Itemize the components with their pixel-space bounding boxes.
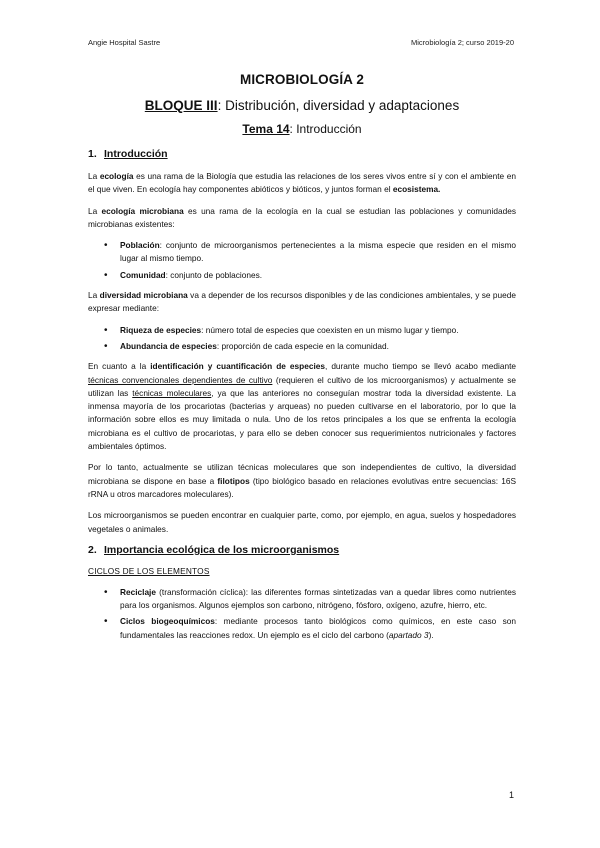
text: es una rama de la ecología en la cual se estudian las poblaciones y comunidades microbianas existentes: xyxy=(88,205,516,229)
text: va a depender de los recursos disponibles y de las condiciones ambientales, y se puede expresar mediante: xyxy=(88,290,516,314)
list-item xyxy=(88,324,516,337)
term-ecologia-microbiana: ecología microbiana xyxy=(101,205,184,216)
list-desc: : proporción de cada especie en la comunidad. xyxy=(216,340,389,351)
list-desc: : número total de especies que coexisten en un mismo lugar y tiempo. xyxy=(201,324,459,335)
bullet-icon: • xyxy=(104,269,108,281)
tema-heading xyxy=(88,122,516,136)
list-desc: : conjunto de poblaciones. xyxy=(165,269,263,280)
list-term: Abundancia de especies xyxy=(120,340,217,351)
page-content xyxy=(88,72,516,649)
block-rest: : Distribución, diversidad y adaptaciones xyxy=(217,98,460,113)
block-label: BLOQUE III xyxy=(144,98,218,113)
paragraph-diversidad xyxy=(88,289,516,316)
list-desc: : conjunto de microorganismos pertenecientes a la misma especie que residen en el mismo lugar al mismo tiempo. xyxy=(120,240,516,264)
section-2-heading xyxy=(88,544,516,556)
list-diversidad xyxy=(88,324,516,354)
text: (requieren el cultivo de los microorganismos) y actualmente se utilizan las xyxy=(88,374,516,398)
list-term: Comunidad xyxy=(120,269,166,280)
text: (tipo biológico basado en relaciones evolutivas entre secuencias: 16S rRNA u otros marcadores moleculares). xyxy=(88,475,516,499)
list-item xyxy=(88,586,516,613)
list-item xyxy=(88,239,516,266)
term-filotipos: filotipos xyxy=(217,475,250,486)
text: La xyxy=(88,205,102,216)
text: La xyxy=(88,290,100,301)
bullet-icon: • xyxy=(104,340,108,352)
text: , ya que las anteriores no conseguían mostrar toda la diversidad existente. La inmensa mayoría de los procariotas (bacterias y arqueas) no pueden cultivarse en el laboratorio, por lo que la información sobre ellos es muy limitada o nula. Uno de los retos principales a los que se enfrenta la ecología microbiana es el cultivo de procariotas, y para ello se deben conocer sus requerimientos nutricionales y factores ambientales óptimos. xyxy=(88,387,516,452)
page-number: 1 xyxy=(508,790,514,800)
section-2-number: 2. xyxy=(88,543,97,556)
subheading-ciclos: CICLOS DE LOS ELEMENTOS xyxy=(88,565,210,576)
text: En cuanto a la xyxy=(88,361,151,372)
section-1-number: 1. xyxy=(88,148,97,160)
list-term: Población xyxy=(120,240,160,251)
bullet-icon: • xyxy=(104,240,108,252)
list-term: Reciclaje xyxy=(120,586,156,597)
underlined-term: técnicas moleculares xyxy=(132,387,212,398)
term-identificacion: identificación y cuantificación de especies xyxy=(150,361,325,372)
section-1-title: Introducción xyxy=(104,148,168,160)
list-poblaciones xyxy=(88,239,516,282)
section-2-title: Importancia ecológica de los microorganismos xyxy=(104,543,340,556)
text: , durante mucho tiempo se llevó acabo mediante xyxy=(324,361,516,372)
section-1-heading xyxy=(88,148,516,160)
list-term: Ciclos biogeoquímicos xyxy=(120,616,215,627)
term-ecosistema: ecosistema. xyxy=(392,184,441,195)
paragraph-habitat: Los microorganismos se pueden encontrar en cualquier parte, como, por ejemplo, en agua, suelos y hospedadores vegetales o animales. xyxy=(88,510,516,534)
text: es una rama de la Biología que estudia las relaciones de los seres vivos entre sí y con el ambiente en el que viven. En ecología hay componentes abióticos y bióticos, y juntos forman el xyxy=(88,171,516,195)
term-ecologia: ecología xyxy=(99,171,134,181)
paragraph-ecologia xyxy=(88,170,516,197)
underlined-term: técnicas convencionales dependientes de cultivo xyxy=(88,374,273,385)
tema-label: Tema 14 xyxy=(242,122,290,136)
list-desc: (transformación cíclica): las diferentes formas sintetizadas van a quedar libres como nutrientes para los organismos. Algunos ejemplos son carbono, nitrógeno, fósforo, oxígeno, azufre, hierro, etc. xyxy=(120,586,516,611)
block-heading xyxy=(88,98,516,113)
bullet-icon: • xyxy=(104,616,108,628)
header-course: Microbiología 2; curso 2019-20 xyxy=(411,38,514,47)
list-item xyxy=(88,269,516,282)
list-ciclos xyxy=(88,586,516,642)
term-diversidad-microbiana: diversidad microbiana xyxy=(99,290,188,301)
tema-rest: : Introducción xyxy=(289,122,362,136)
list-item xyxy=(88,615,516,642)
bullet-icon: • xyxy=(104,324,108,336)
paragraph-identificacion xyxy=(88,360,516,453)
text: La xyxy=(88,171,100,181)
list-desc: : mediante procesos tanto biológicos como químicos, en este caso son fundamentales las reacciones redox. Un ejemplo es el ciclo del carbono ( xyxy=(120,616,516,640)
bullet-icon: • xyxy=(104,586,108,598)
list-item xyxy=(88,340,516,353)
document-title: MICROBIOLOGÍA 2 xyxy=(239,72,364,87)
reference-apartado: apartado 3 xyxy=(388,629,429,640)
list-term: Riqueza de especies xyxy=(120,324,202,335)
text: ). xyxy=(428,629,434,640)
paragraph-filotipos xyxy=(88,461,516,501)
text: Por lo tanto, actualmente se utilizan técnicas moleculares que son independientes de cultivo, la diversidad microbiana se dispone en base a xyxy=(88,462,516,486)
header-author: Angie Hospital Sastre xyxy=(88,38,161,47)
paragraph-ecologia-microbiana xyxy=(88,205,516,232)
